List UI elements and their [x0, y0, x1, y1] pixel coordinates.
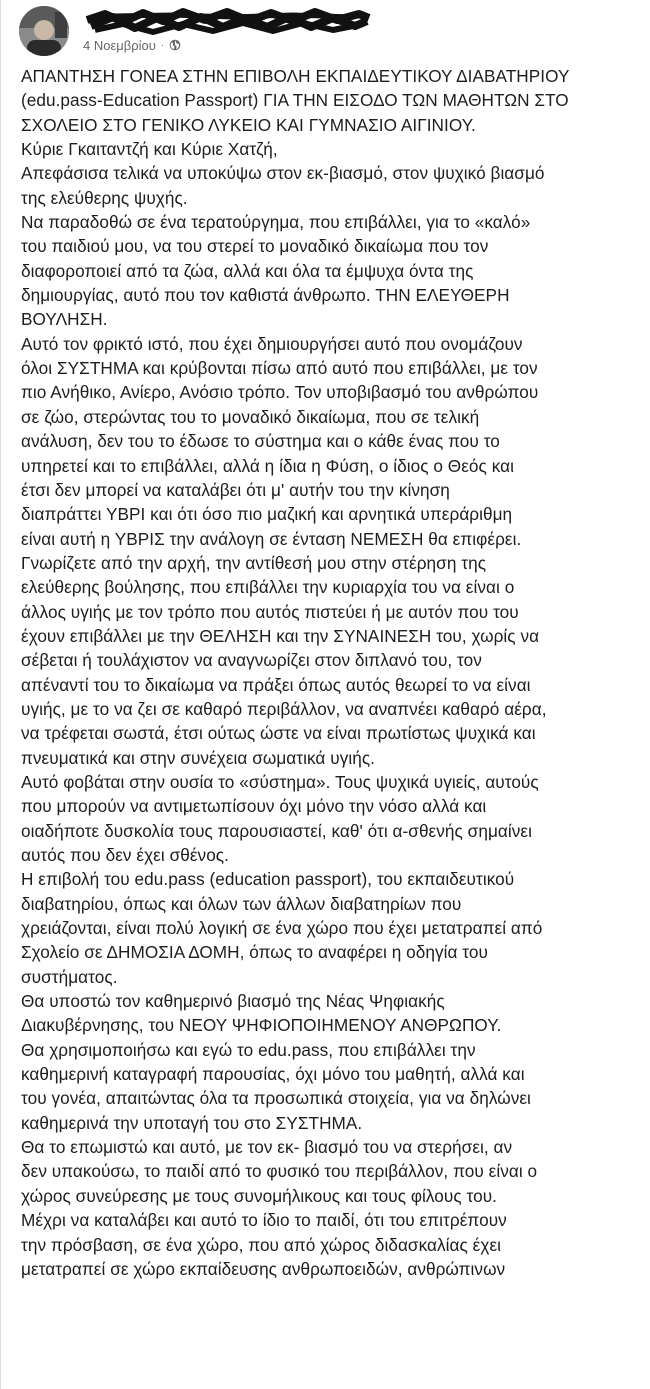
post-text-line: του γονέα, απαιτώντας όλα τα προσωπικά στοιχεία, για να δηλώνει [21, 1088, 531, 1109]
post-text-line: της ελεύθερης ψυχής. [21, 187, 188, 208]
post-text-line: ΒΟΥΛΗΣΗ. [21, 309, 108, 330]
post-text-line: Να παραδοθώ σε ένα τερατούργημα, που επιβάλλει, για το «καλό» [21, 212, 531, 233]
post-text-line: Αυτό φοβάται στην ουσία το «σύστημα». Τους ψυχικά υγιείς, αυτούς [21, 771, 539, 792]
post-text-line: Κύριε Γκαιταντζή και Κύριε Χατζή, [21, 139, 278, 160]
post-text-line: σε ζώο, στερώντας του το μοναδικό δικαίωμα, που σε τελική [21, 406, 480, 427]
post-header [19, 6, 619, 56]
post-text-line: ΑΠΑΝΤΗΣΗ ΓΟΝΕΑ ΣΤΗΝ ΕΠΙΒΟΛΗ ΕΚΠΑΙΔΕΥΤΙΚΟΥ ΔΙΑΒΑΤΗΡΙΟΥ [21, 66, 570, 86]
post-text-line: διαφοροποιεί από τα ζώα, αλλά και όλα τα έμψυχα όντα της [21, 260, 474, 281]
post-text-line: καθημερινά την υποταγή του στο ΣΥΣΤΗΜΑ. [21, 1112, 363, 1133]
post-text-line: του παιδιού μου, να του στερεί το μοναδικό δικαίωμα που τον [21, 236, 489, 257]
globe-icon[interactable] [169, 39, 181, 51]
post-text-line: Διακυβέρνησης, του ΝΕΟΥ ΨΗΦΙΟΠΟΙΗΜΕΝΟΥ ΑΝΘΡΩΠΟΥ. [21, 1015, 502, 1036]
avatar[interactable] [19, 6, 69, 56]
post-meta [83, 36, 181, 54]
post-text-line: υπηρετεί και το επιβάλλει, αλλά η ίδια η Φύση, ο ίδιος ο Θεός και [21, 455, 514, 476]
post-text-line: πιο Ανήθικο, Ανίερο, Ανόσιο τρόπο. Τον υποβιβασμό του ανθρώπου [21, 382, 539, 403]
post-text-line: Μέχρι να καταλάβει και αυτό το ίδιο το παιδί, ότι του επιτρέπουν [21, 1210, 507, 1231]
post-text-line: μετατραπεί σε χώρο εκπαίδευσης ανθρωποειδών, ανθρώπινων [21, 1258, 506, 1279]
post-text-line: Γνωρίζετε από την αρχή, την αντίθεσή μου στην στέρηση της [21, 552, 487, 573]
post-text-line: διαβατηρίου, όπως και όλων των άλλων διαβατηρίων που [21, 893, 462, 914]
post-text-line: πνευματικά και στην συνέχεια σωματικά υγιής. [21, 747, 375, 768]
post-text-line: ΣΧΟΛΕΙΟ ΣΤΟ ΓΕΝΙΚΟ ΛΥΚΕΙΟ ΚΑΙ ΓΥΜΝΑΣΙΟ ΑΙΓΙΝΙΟΥ. [21, 114, 476, 135]
post-text-line: δημιουργίας, αυτό που τον καθιστά άνθρωπο. ΤΗΝ ΕΛΕΥΘΕΡΗ [21, 285, 510, 306]
post-text-line: Απεφάσισα τελικά να υποκύψω στον εκ-βιασμό, στον ψυχικό βιασμό [21, 163, 545, 184]
post-text-line: Θα το επωμιστώ και αυτό, με τον εκ- βιασμό του να στερήσει, αν [21, 1137, 513, 1158]
post-text-line: την πρόσβαση, σε ένα χώρο, που από χώρος διδασκαλίας έχει [21, 1234, 502, 1255]
post-text-line: διαπράττει ΥΒΡΙ και ότι όσο πιο μαζική και αρνητικά υπεράριθμη [21, 504, 513, 525]
post-text-line: ανάλυση, δεν του το έδωσε το σύστημα και ο κάθε ένας που το [21, 431, 500, 452]
post-text-line: όλοι ΣΥΣΤΗΜΑ και κρύβονται πίσω από αυτό που επιβάλλει, με τον [21, 358, 538, 379]
post-text-line: αυτός που δεν έχει σθένος. [21, 845, 229, 865]
post-text-line: οιαδήποτε δυσκολία τους παρουσιαστεί, καθ' ότι α-σθενής σημαίνει [21, 820, 532, 841]
post-text-line: συστήματος. [21, 966, 118, 987]
post-text-line: Η επιβολή του edu.pass (education passport), του εκπαιδευτικού [21, 869, 515, 890]
post-text-line: έτσι δεν μπορεί να καταλάβει ότι μ' αυτήν του την κίνηση [21, 479, 450, 500]
post-text-line: που μπορούν να αντιμετωπίσουν όχι μόνο την νόσο αλλά και [21, 796, 487, 817]
post-body-text [21, 64, 643, 1281]
post-text-line: ελεύθερης βούλησης, που επιβάλλει την κυριαρχία του να είναι ο [21, 577, 515, 598]
meta-separator: · [160, 39, 165, 51]
post-text-line: έχουν επιβάλλει με την ΘΕΛΗΣΗ και την ΣΥΝΑΙΝΕΣΗ του, χωρίς να [21, 625, 540, 646]
post-text-line: απέναντί του το δικαίωμα να πράξει όπως αυτός θεωρεί το να είναι [21, 674, 531, 695]
post-text-line: άλλος υγιής με τον τρόπο που αυτός πιστεύει ή με αυτόν που του [21, 601, 519, 622]
post-text-line: υγιής, με το να ζει σε καθαρό περιβάλλον, να αναπνέει καθαρό αέρα, [21, 698, 547, 719]
post-text-line: Σχολείο σε ΔΗΜΟΣΙΑ ΔΟΜΗ, όπως το αναφέρει η οδηγία του [21, 942, 488, 963]
post-text-line: καθημερινή καταγραφή παρουσίας, όχι μόνο του μαθητή, αλλά και [21, 1064, 525, 1085]
post-timestamp-link[interactable]: 4 Νοεμβρίου [83, 37, 156, 53]
post-text-line: Αυτό τον φρικτό ιστό, που έχει δημιουργήσει αυτό που ονομάζουν [21, 333, 523, 354]
post-text-line: σέβεται ή τουλάχιστον να αναγνωρίζει στον διπλανό του, τον [21, 650, 482, 671]
post-text-line: χώρος συνεύρεσης με τους συνομήλικους και τους φίλους του. [21, 1185, 498, 1206]
post-text-line: χρειάζονται, είναι πολύ λογική σε ένα χώρο που έχει μετατραπεί από [21, 918, 543, 939]
post-text-line: να τρέφεται σωστά, έτσι ούτως ώστε να είναι πρωτίστως ψυχικά και [21, 723, 536, 744]
post-text-line: (edu.pass-Education Passport) ΓΙΑ ΤΗΝ ΕΙΣΟΔΟ ΤΩΝ ΜΑΘΗΤΩΝ ΣΤΟ [21, 90, 569, 111]
post-text-line: είναι αυτή η ΥΒΡΙΣ την ανάλογη σε ένταση ΝΕΜΕΣΗ θα επιφέρει. [21, 528, 522, 549]
post-text-line: Θα υποστώ τον καθημερινό βιασμό της Νέας Ψηφιακής [21, 991, 445, 1012]
post-text-line: δεν υπακούσω, το παιδί από το φυσικό του περιβάλλον, που είναι ο [21, 1161, 538, 1182]
post-text-line: Θα χρησιμοποιήσω και εγώ το edu.pass, που επιβάλλει την [21, 1039, 476, 1060]
